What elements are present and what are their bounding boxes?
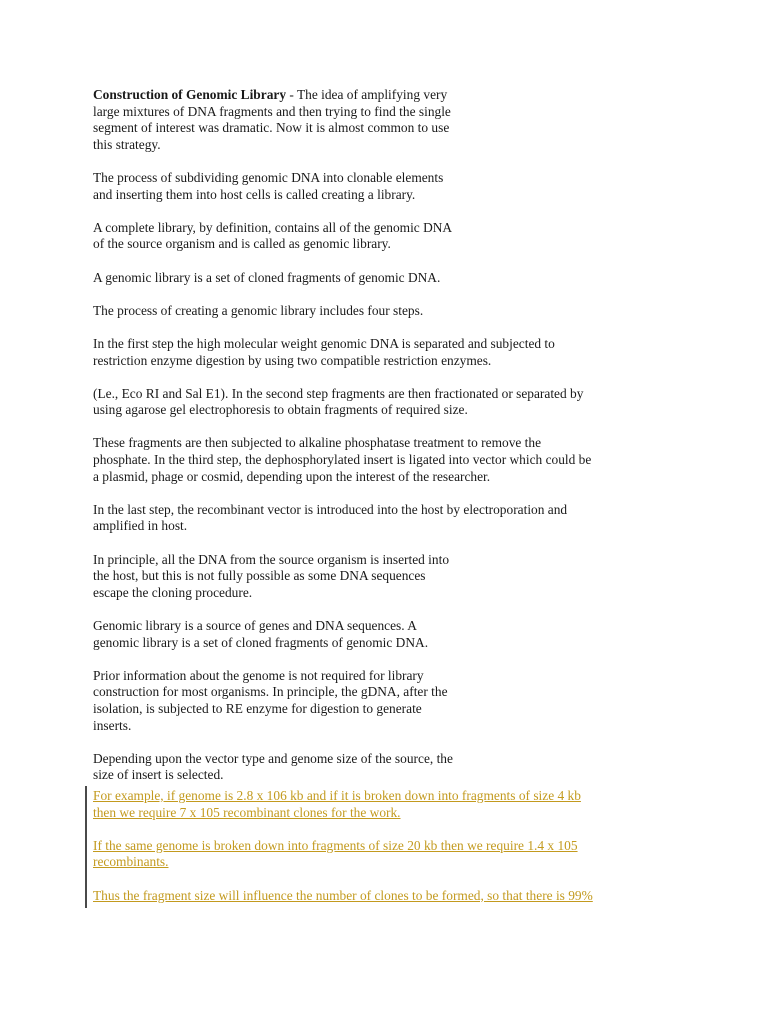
inserted-line: then we require 7 x 105 recombinant clones for the work. bbox=[93, 804, 401, 820]
paragraph-line: of the source organism and is called as genomic library. bbox=[93, 236, 391, 252]
inserted-line: recombinants. bbox=[93, 854, 169, 870]
intro-paragraph bbox=[93, 87, 683, 153]
inserted-line: Thus the fragment size will influence the number of clones to be formed, so that there is 99% bbox=[93, 887, 593, 903]
body-paragraph bbox=[93, 303, 683, 320]
intro-line: this strategy. bbox=[93, 136, 161, 152]
body-paragraph bbox=[93, 618, 683, 651]
paragraph-line: escape the cloning procedure. bbox=[93, 584, 253, 600]
paragraph-line: These fragments are then subjected to alkaline phosphatase treatment to remove the bbox=[93, 435, 542, 451]
paragraph-line: In principle, all the DNA from the source organism is inserted into bbox=[93, 551, 450, 567]
body-paragraph bbox=[93, 552, 683, 602]
intro-line: segment of interest was dramatic. Now it is almost common to use bbox=[93, 120, 450, 136]
section-heading: Construction of Genomic Library bbox=[93, 87, 287, 102]
paragraph-line: amplified in host. bbox=[93, 518, 188, 534]
body-paragraph bbox=[93, 170, 683, 203]
paragraph-line: A genomic library is a set of cloned fragments of genomic DNA. bbox=[93, 269, 441, 285]
paragraph-line: a plasmid, phage or cosmid, depending upon the interest of the researcher. bbox=[93, 468, 491, 484]
paragraph-line: inserts. bbox=[93, 717, 132, 733]
paragraph-line: The process of creating a genomic library includes four steps. bbox=[93, 302, 424, 318]
body-paragraph bbox=[93, 502, 683, 535]
change-bar bbox=[85, 786, 87, 908]
body-paragraph bbox=[93, 668, 683, 734]
inserted-line: For example, if genome is 2.8 x 106 kb and if it is broken down into fragments of size 4 kb bbox=[93, 787, 581, 803]
paragraph-line: the host, but this is not fully possible as some DNA sequences bbox=[93, 568, 426, 584]
paragraph-line: A complete library, by definition, contains all of the genomic DNA bbox=[93, 219, 453, 235]
paragraph-line: size of insert is selected. bbox=[93, 767, 224, 783]
document-body bbox=[93, 87, 683, 904]
paragraph-line: genomic library is a set of cloned fragments of genomic DNA. bbox=[93, 634, 429, 650]
paragraph-line: (Le., Eco RI and Sal E1). In the second step fragments are then fractionated or separated by bbox=[93, 385, 584, 401]
paragraph-line: Depending upon the vector type and genome size of the source, the bbox=[93, 750, 453, 766]
paragraph-line: construction for most organisms. In principle, the gDNA, after the bbox=[93, 684, 448, 700]
body-paragraph bbox=[93, 386, 683, 419]
intro-line: - The idea of amplifying very bbox=[286, 87, 448, 102]
paragraph-line: phosphate. In the third step, the dephosphorylated insert is ligated into vector which could be bbox=[93, 452, 592, 468]
body-paragraph bbox=[93, 751, 683, 784]
paragraph-line: The process of subdividing genomic DNA into clonable elements bbox=[93, 169, 444, 185]
paragraph-line: isolation, is subjected to RE enzyme for digestion to generate bbox=[93, 700, 422, 716]
body-paragraph bbox=[93, 220, 683, 253]
intro-line: large mixtures of DNA fragments and then trying to find the single bbox=[93, 103, 451, 119]
paragraph-line: In the first step the high molecular weight genomic DNA is separated and subjected to bbox=[93, 335, 555, 351]
paragraph-line: Prior information about the genome is not required for library bbox=[93, 667, 424, 683]
paragraph-line: In the last step, the recombinant vector is introduced into the host by electroporation and bbox=[93, 501, 568, 517]
inserted-paragraph bbox=[93, 788, 683, 821]
body-paragraph bbox=[93, 435, 683, 485]
paragraph-line: and inserting them into host cells is called creating a library. bbox=[93, 186, 416, 202]
inserted-paragraph bbox=[93, 838, 683, 871]
body-paragraph bbox=[93, 336, 683, 369]
paragraph-line: using agarose gel electrophoresis to obtain fragments of required size. bbox=[93, 402, 468, 418]
paragraph-line: Genomic library is a source of genes and DNA sequences. A bbox=[93, 618, 417, 633]
paragraph-line: restriction enzyme digestion by using two compatible restriction enzymes. bbox=[93, 352, 492, 368]
tracked-changes-block bbox=[93, 788, 683, 904]
inserted-paragraph bbox=[93, 888, 683, 905]
inserted-line: If the same genome is broken down into fragments of size 20 kb then we require 1.4 x 105 bbox=[93, 837, 578, 853]
body-paragraph bbox=[93, 270, 683, 287]
